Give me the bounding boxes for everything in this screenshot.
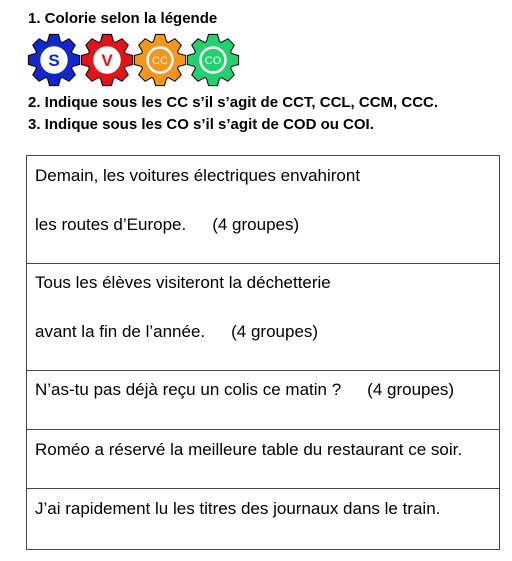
sentence-2-text-end: avant la fin de l’année. bbox=[35, 322, 206, 341]
legend-label-v: V bbox=[101, 51, 113, 70]
sentence-5-text: J’ai rapidement lu les titres des journaux dans le train. bbox=[35, 499, 441, 518]
legend-gear-v bbox=[81, 34, 132, 85]
legend-label-co: CO bbox=[204, 55, 222, 67]
group-count-hint: (4 groupes) bbox=[367, 380, 455, 399]
legend-gear-cc bbox=[134, 34, 185, 85]
legend-label-s: S bbox=[48, 51, 60, 70]
instruction-color-legend: 1. Colorie selon la légende bbox=[28, 10, 218, 27]
sentence-row-4 bbox=[27, 430, 499, 489]
sentence-1-line-1: Demain, les voitures électriques envahiront bbox=[35, 166, 361, 185]
sentence-4-text: Roméo a réservé la meilleure table du restaurant ce soir. bbox=[35, 440, 463, 459]
sentence-2-line-2 bbox=[35, 322, 318, 342]
group-count-hint: (4 groupes) bbox=[212, 215, 300, 234]
sentence-row-2 bbox=[27, 264, 499, 371]
legend-label-cc: CC bbox=[152, 55, 168, 67]
legend-gears bbox=[27, 33, 243, 87]
group-count-hint: (4 groupes) bbox=[231, 322, 319, 341]
sentence-row-5 bbox=[27, 489, 499, 549]
sentence-3-line-1 bbox=[35, 380, 454, 400]
instruction-co-types: 3. Indique sous les CO s’il s’agit de COD ou COI. bbox=[28, 116, 374, 133]
legend-gear-co bbox=[187, 34, 238, 85]
sentence-row-1 bbox=[27, 156, 499, 264]
sentence-1-line-2 bbox=[35, 215, 299, 235]
sentence-2-line-1: Tous les élèves visiteront la déchetterie bbox=[35, 273, 331, 292]
sentence-3-text: N’as-tu pas déjà reçu un colis ce matin ? bbox=[35, 380, 342, 399]
sentence-row-3 bbox=[27, 371, 499, 430]
exercise-table bbox=[26, 155, 500, 550]
instruction-cc-types: 2. Indique sous les CC s’il s’agit de CCT, CCL, CCM, CCC. bbox=[28, 94, 439, 111]
sentence-1-text-end: les routes d’Europe. bbox=[35, 215, 187, 234]
legend-gear-s bbox=[28, 34, 79, 85]
